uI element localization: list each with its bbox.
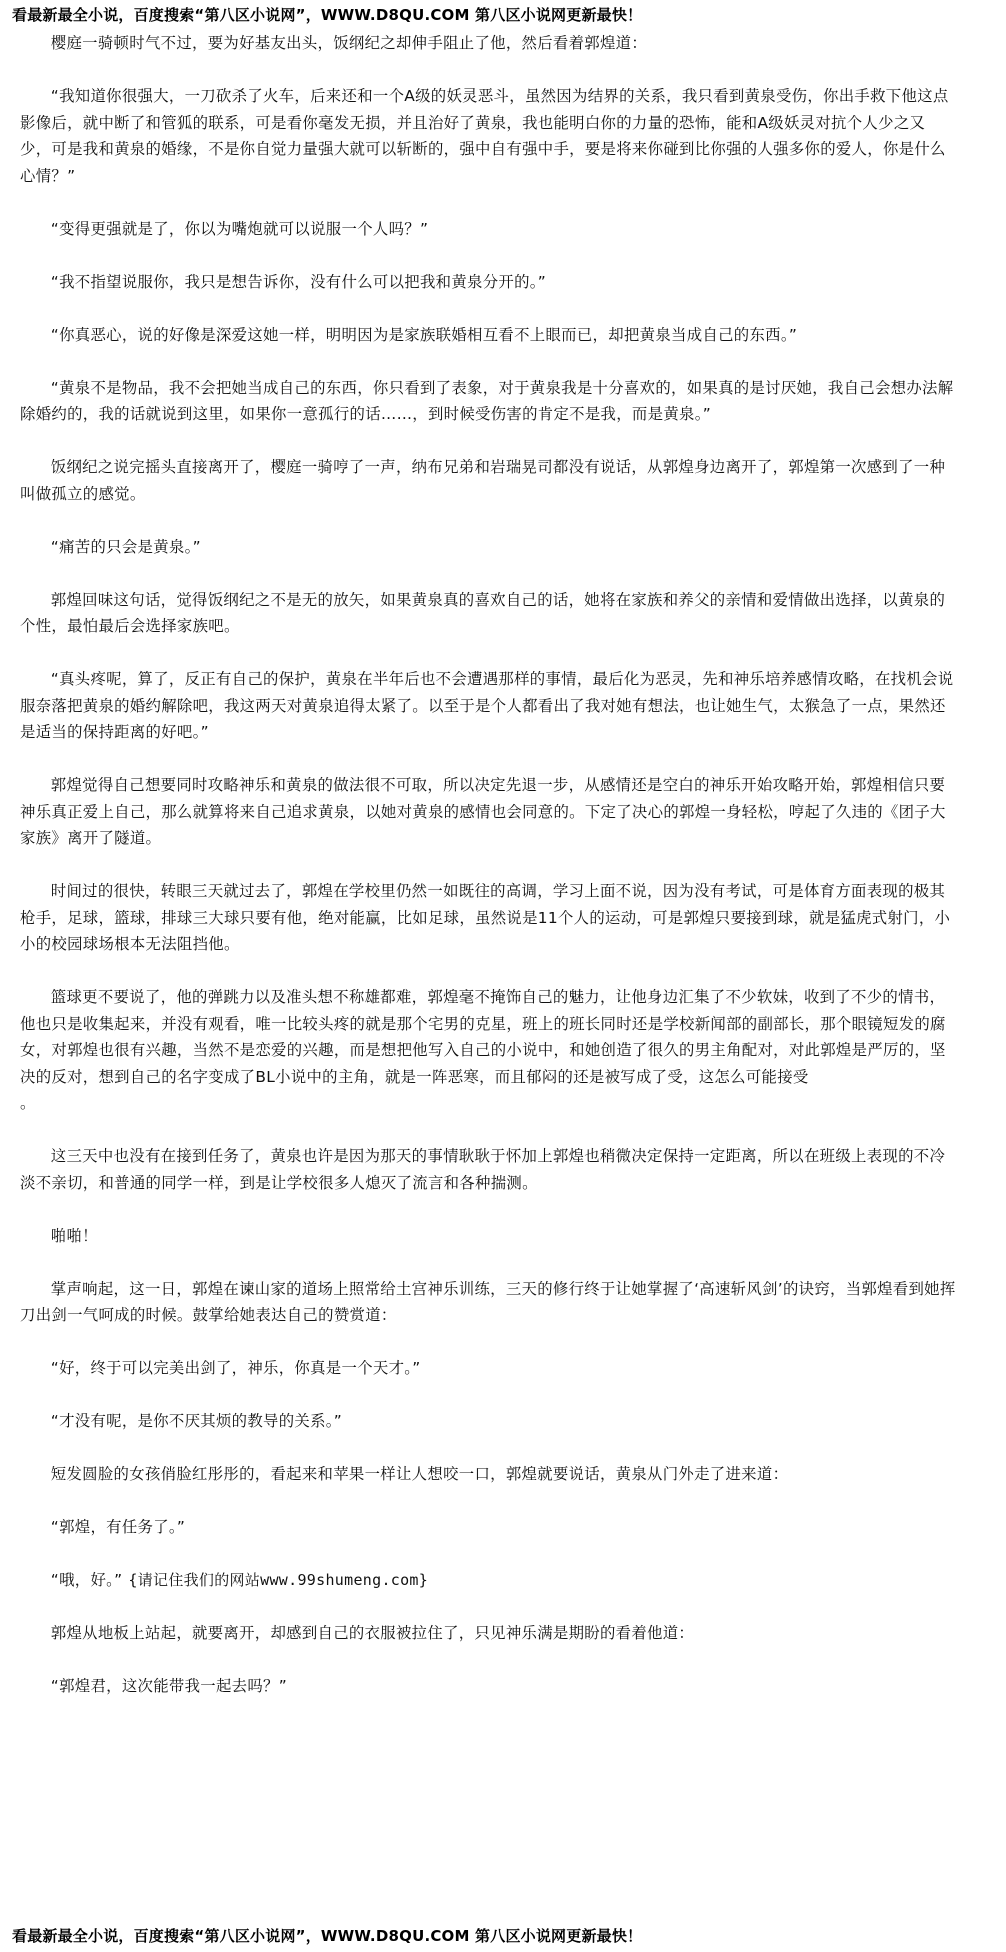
paragraph-14: 这三天中也没有在接到任务了，黄泉也许是因为那天的事情耿耿于怀加上郭煌也稍微决定保持一定距离，所以在班级上表现的不冷淡不亲切，和普通的同学一样，到是让学校很多人熄灭了流言和各种揣测。 <box>20 1147 946 1192</box>
paragraph-9: 郭煌回味这句话，觉得饭纲纪之不是无的放矢，如果黄泉真的喜欢自己的话，她将在家族和养父的亲情和爱情做出选择，以黄泉的个性，最怕最后会选择家族吧。 <box>20 590 946 635</box>
paragraph-2: “我知道你很强大，一刀砍杀了火车，后来还和一个A级的妖灵恶斗，虽然因为结界的关系，我只看到黄泉受伤，你出手救下他这点影像后，就中断了和管狐的联系，可是看你毫发无损，并且治好了黄泉，我也能明白你的力量的恐怖，能和A级妖灵对抗个人少之又少，可是我和黄泉的婚缘，不是你自觉力量强大就可以斩断的，强中自有强中手，要是将来你碰到比你强的人强多你的爱人，你是什么心情？” <box>20 87 949 185</box>
paragraph-6: “黄泉不是物品，我不会把她当成自己的东西，你只看到了表象，对于黄泉我是十分喜欢的，如果真的是讨厌她，我自己会想办法解除婚约的，我的话就说到这里，如果你一意孤行的话……，到时候受伤害的肯定不是我，而是黄泉。” <box>20 378 954 423</box>
paragraph-19: 短发圆脸的女孩俏脸红彤彤的，看起来和苹果一样让人想咬一口，郭煌就要说话，黄泉从门外走了进来道： <box>50 1465 789 1483</box>
paragraph-10: “真头疼呢，算了，反正有自己的保护，黄泉在半年后也不会遭遇那样的事情，最后化为恶灵，先和神乐培养感情攻略，在找机会说服奈落把黄泉的婚约解除吧，我这两天对黄泉追得太紧了。以至于是个人都看出了我对她有想法，也让她生气，太猴急了一点，果然还是适当的保持距离的好吧。” <box>20 670 954 741</box>
site-reminder-text: {请记住我们的网站www.99shumeng.com} <box>128 1571 429 1589</box>
bottom-site-banner: 看最新最全小说，百度搜索“第八区小说网”，WWW.D8QU.COM 第八区小说网更新最快！ <box>12 1927 643 1945</box>
paragraph-11: 郭煌觉得自己想要同时攻略神乐和黄泉的做法很不可取，所以决定先退一步，从感情还是空白的神乐开始攻略开始，郭煌相信只要神乐真正爱上自己，那么就算将来自己追求黄泉，以她对黄泉的感情也会同意的。下定了决心的郭煌一身轻松，哼起了久违的《团子大家族》离开了隧道。 <box>20 776 946 847</box>
paragraph-17: “好，终于可以完美出剑了，神乐，你真是一个天才。” <box>50 1359 421 1377</box>
paragraph-21-text: “哦，好。” <box>50 1571 123 1589</box>
paragraph-13: 篮球更不要说了，他的弹跳力以及准头想不称雄都难，郭煌毫不掩饰自己的魅力，让他身边汇集了不少软妹，收到了不少的情书，他也只是收集起来，并没有观看，唯一比较头疼的就是那个宅男的克星，班上的班长同时还是学校新闻部的副部长，那个眼镜短发的腐女，对郭煌也很有兴趣，当然不是恋爱的兴趣，而是想把他写入自己的小说中，和她创造了很久的男主角配对，对此郭煌是严厉的，坚决的反对，想到自己的名字变成了BL小说中的主角，就是一阵恶寒，而且郁闷的还是被写成了受，这怎么可能接受 <box>20 988 946 1086</box>
paragraph-23: “郭煌君，这次能带我一起去吗？” <box>50 1677 288 1695</box>
top-site-banner: 看最新最全小说，百度搜索“第八区小说网”，WWW.D8QU.COM 第八区小说网更新最快！ <box>12 6 643 24</box>
paragraph-8: “痛苦的只会是黄泉。” <box>50 537 201 556</box>
paragraph-22: 郭煌从地板上站起，就要离开，却感到自己的衣服被拉住了，只见神乐满是期盼的看着他道： <box>50 1624 695 1642</box>
paragraph-7: 饭纲纪之说完摇头直接离开了，樱庭一骑哼了一声，纳布兄弟和岩瑞晃司都没有说话，从郭煌身边离开了，郭煌第一次感到了一种叫做孤立的感觉。 <box>20 458 946 503</box>
paragraph-12: 时间过的很快，转眼三天就过去了，郭煌在学校里仍然一如既往的高调，学习上面不说，因为没有考试，可是体育方面表现的极其枪手，足球，篮球，排球三大球只要有他，绝对能赢，比如足球，虽然说是11个人的运动，可是郭煌只要接到球，就是猛虎式射门，小小的校园球场根本无法阻挡他。 <box>20 882 951 953</box>
paragraph-5: “你真恶心，说的好像是深爱这她一样，明明因为是家族联婚相互看不上眼而已，却把黄泉当成自己的东西。” <box>50 325 798 344</box>
chapter-body <box>20 30 956 1726</box>
paragraph-4: “我不指望说服你，我只是想告诉你，没有什么可以把我和黄泉分开的。” <box>50 272 547 291</box>
paragraph-20: “郭煌，有任务了。” <box>50 1518 186 1536</box>
paragraph-15: 啪啪！ <box>50 1226 98 1245</box>
paragraph-1: 樱庭一骑顿时气不过，要为好基友出头，饭纲纪之却伸手阻止了他，然后看着郭煌道： <box>50 34 648 52</box>
paragraph-21 <box>20 1567 956 1594</box>
paragraph-13-end: 。 <box>20 1094 36 1112</box>
paragraph-18: “才没有呢，是你不厌其烦的教导的关系。” <box>50 1412 343 1430</box>
paragraph-16: 掌声响起，这一日，郭煌在谏山家的道场上照常给土宫神乐训练，三天的修行终于让她掌握了‘高速斩风剑’的诀窍，当郭煌看到她挥刀出剑一气呵成的时候。鼓掌给她表达自己的赞赏道： <box>20 1279 956 1324</box>
paragraph-3: “变得更强就是了，你以为嘴炮就可以说服一个人吗？” <box>50 219 429 238</box>
